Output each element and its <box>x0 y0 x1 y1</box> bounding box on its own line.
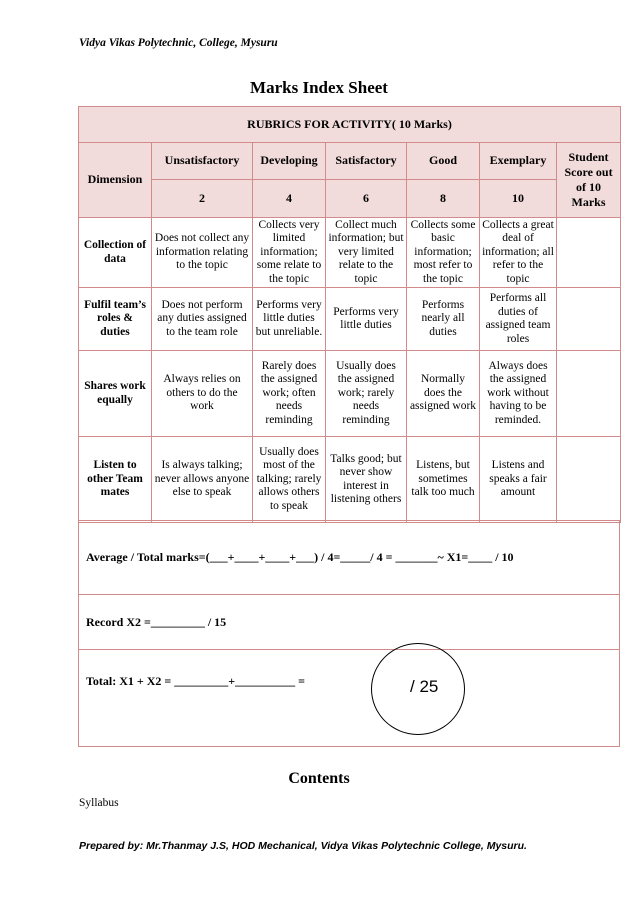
rubric-cell: Listens, but sometimes talk too much <box>407 437 480 523</box>
rubric-cell: Usually does the assigned work; rarely needs reminding <box>326 351 407 437</box>
rubric-cell: Collects some basic information; most refer to the topic <box>407 218 480 288</box>
rubric-cell: Normally does the assigned work <box>407 351 480 437</box>
level-header: Good <box>407 143 480 180</box>
college-header: Vidya Vikas Polytechnic, College, Mysuru <box>79 37 278 49</box>
level-header: Satisfactory <box>326 143 407 180</box>
rubric-cell: Usually does most of the talking; rarely allows others to speak <box>253 437 326 523</box>
total-out-of-label: / 25 <box>410 677 439 696</box>
table-row <box>79 437 621 523</box>
rubric-cell: Performs nearly all duties <box>407 288 480 351</box>
dimension-cell: Fulfil team’s roles & duties <box>79 288 152 351</box>
level-header: Developing <box>253 143 326 180</box>
rubric-cell: Performs very little duties <box>326 288 407 351</box>
table-row <box>79 351 621 437</box>
rubric-cell: Always does the assigned work without having to be reminded. <box>480 351 557 437</box>
rubric-cell: Listens and speaks a fair amount <box>480 437 557 523</box>
level-header: Exemplary <box>480 143 557 180</box>
page-title: Marks Index Sheet <box>250 78 388 97</box>
rubric-cell: Does not collect any information relating to the topic <box>152 218 253 288</box>
student-score-cell[interactable] <box>557 437 621 523</box>
score-header: 4 <box>253 180 326 218</box>
dimension-cell: Listen to other Team mates <box>79 437 152 523</box>
record-row: Record X2 =_________ / 15 <box>79 595 620 650</box>
marks-summary-table <box>78 520 620 747</box>
rubric-cell: Collects very limited information; some relate to the topic <box>253 218 326 288</box>
rubric-cell: Performs all duties of assigned team roles <box>480 288 557 351</box>
level-header: Unsatisfactory <box>152 143 253 180</box>
contents-heading: Contents <box>288 770 350 787</box>
rubric-table <box>78 106 621 523</box>
student-score-header: Student Score out of 10 Marks <box>557 143 621 218</box>
dimension-header: Dimension <box>79 143 152 218</box>
rubric-cell: Collects a great deal of information; all refer to the topic <box>480 218 557 288</box>
score-header: 8 <box>407 180 480 218</box>
student-score-cell[interactable] <box>557 218 621 288</box>
rubric-banner: RUBRICS FOR ACTIVITY( 10 Marks) <box>79 107 621 143</box>
rubric-cell: Performs very little duties but unreliable. <box>253 288 326 351</box>
rubric-cell: Is always talking; never allows anyone else to speak <box>152 437 253 523</box>
student-score-cell[interactable] <box>557 288 621 351</box>
score-header: 10 <box>480 180 557 218</box>
table-row <box>79 218 621 288</box>
score-header: 2 <box>152 180 253 218</box>
rubric-cell: Collect much information; but very limited relate to the topic <box>326 218 407 288</box>
rubric-cell: Rarely does the assigned work; often needs reminding <box>253 351 326 437</box>
rubric-cell: Does not perform any duties assigned to the team role <box>152 288 253 351</box>
dimension-cell: Shares work equally <box>79 351 152 437</box>
student-score-cell[interactable] <box>557 351 621 437</box>
dimension-cell: Collection of data <box>79 218 152 288</box>
prepared-by-footer: Prepared by: Mr.Thanmay J.S, HOD Mechanical, Vidya Vikas Polytechnic College, Mysuru. <box>79 840 527 852</box>
rubric-cell: Talks good; but never show interest in listening others <box>326 437 407 523</box>
table-row <box>79 288 621 351</box>
score-header: 6 <box>326 180 407 218</box>
total-row: Total: X1 + X2 = _________+__________ = <box>79 650 620 747</box>
average-row: Average / Total marks=(___+____+____+___) / 4=_____/ 4 = _______~ X1=____ / 10 <box>79 521 620 595</box>
syllabus-label: Syllabus <box>79 797 119 809</box>
rubric-cell: Always relies on others to do the work <box>152 351 253 437</box>
